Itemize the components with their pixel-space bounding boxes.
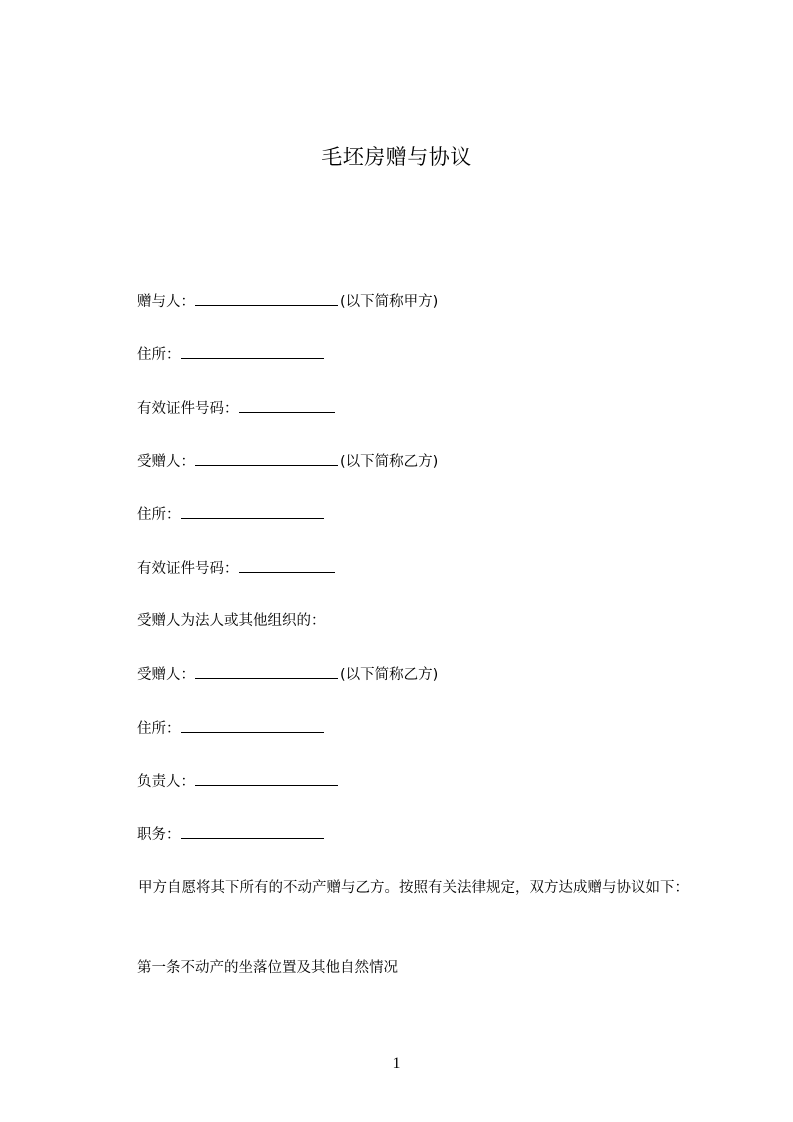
donee-id-line — [137, 558, 337, 579]
org-address-label: 住所： — [137, 721, 181, 737]
org-responsible-blank — [195, 771, 338, 786]
donee-address-line — [137, 504, 326, 525]
org-donee-label: 受赠人： — [137, 667, 195, 683]
donee-id-label: 有效证件号码： — [137, 561, 239, 577]
donor-address-line — [137, 344, 326, 365]
page-number: 1 — [392, 1055, 401, 1072]
donor-label: 赠与人： — [137, 294, 195, 310]
org-donee-suffix: (以下简称乙方) — [340, 667, 439, 683]
org-donee-line — [137, 664, 438, 685]
donor-blank — [195, 291, 338, 306]
donor-id-blank — [239, 398, 335, 413]
donor-address-label: 住所： — [137, 347, 181, 363]
donee-suffix: (以下简称乙方) — [340, 454, 439, 470]
donee-label: 受赠人： — [137, 454, 195, 470]
donor-line — [137, 291, 438, 312]
donor-address-blank — [181, 344, 324, 359]
org-position-line — [137, 824, 326, 845]
org-position-label: 职务： — [137, 827, 181, 843]
intro-paragraph: 甲方自愿将其下所有的不动产赠与乙方。按照有关法律规定，双方达成赠与协议如下： — [138, 880, 689, 896]
donee-id-blank — [239, 558, 335, 573]
donee-line — [137, 451, 438, 472]
donor-id-label: 有效证件号码： — [137, 401, 239, 417]
donee-address-blank — [181, 504, 324, 519]
donee-blank — [195, 451, 338, 466]
document-title: 毛坯房赠与协议 — [321, 145, 472, 169]
org-position-blank — [181, 824, 324, 839]
org-responsible-line — [137, 771, 340, 792]
donee-address-label: 住所： — [137, 507, 181, 523]
org-responsible-label: 负责人： — [137, 774, 195, 790]
article-1-heading: 第一条不动产的坐落位置及其他自然情况 — [137, 960, 398, 976]
org-address-blank — [181, 718, 324, 733]
donor-id-line — [137, 398, 337, 419]
org-donee-blank — [195, 664, 338, 679]
org-address-line — [137, 718, 326, 739]
org-note: 受赠人为法人或其他组织的： — [137, 613, 326, 629]
donor-suffix: (以下简称甲方) — [340, 294, 439, 310]
